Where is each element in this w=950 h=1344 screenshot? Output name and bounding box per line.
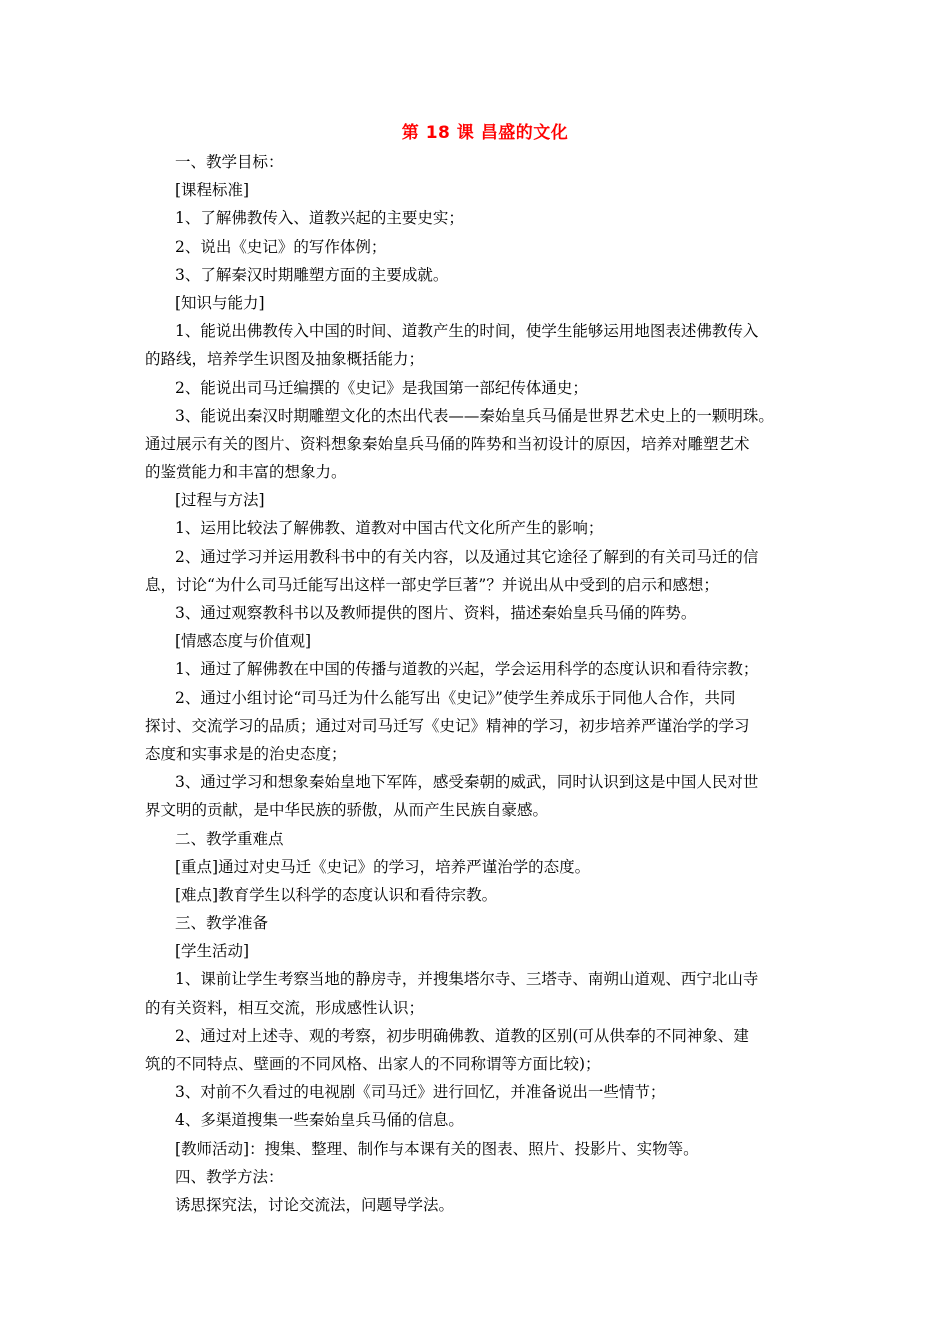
body-line: [学生活动]: [175, 942, 250, 961]
body-line: [课程标准]: [175, 181, 250, 200]
body-line: 一、教学目标：: [175, 153, 284, 171]
body-line: [重点]通过对史马迁《史记》的学习，培养严谨治学的态度。: [175, 857, 591, 876]
body-line: [情感态度与价值观]: [175, 632, 312, 651]
body-line: 二、教学重难点: [175, 829, 284, 848]
body-line: 3、能说出秦汉时期雕塑文化的杰出代表——秦始皇兵马俑是世界艺术史上的一颗明珠。: [175, 406, 774, 425]
body-line: 的路线，培养学生识图及抽象概括能力；: [145, 350, 425, 369]
body-line: 1、课前让学生考察当地的静房寺，并搜集塔尔寺、三塔寺、南朔山道观、西宁北山寺: [175, 970, 759, 989]
body-line: 诱思探究法，讨论交流法，问题导学法。: [175, 1195, 455, 1214]
body-line: 3、了解秦汉时期雕塑方面的主要成就。: [175, 265, 449, 284]
body-line: 2、通过小组讨论“司马迁为什么能写出《史记》”使学生养成乐于同他人合作，共同: [175, 688, 736, 707]
body-line: 3、对前不久看过的电视剧《司马迁》进行回忆，并准备说出一些情节；: [175, 1083, 666, 1102]
body-line: 1、能说出佛教传入中国的时间、道教产生的时间，使学生能够运用地图表述佛教传入: [175, 322, 759, 341]
body-line: 4、多渠道搜集一些秦始皇兵马俑的信息。: [175, 1111, 464, 1130]
body-line: 探讨、交流学习的品质；通过对司马迁写《史记》精神的学习，初步培养严谨治学的学习: [145, 716, 750, 735]
body-line: 1、通过了解佛教在中国的传播与道教的兴起，学会运用科学的态度认识和看待宗教；: [175, 660, 759, 679]
document-title: 第 18 课 昌盛的文化: [401, 123, 569, 143]
body-line: 三、教学准备: [175, 914, 269, 933]
body-line: 界文明的贡献，是中华民族的骄傲，从而产生民族自豪感。: [145, 801, 549, 820]
body-line: 3、通过学习和想象秦始皇地下军阵，感受秦朝的威武，同时认识到这是中国人民对世: [175, 773, 759, 792]
body-line: 的鉴赏能力和丰富的想象力。: [145, 463, 347, 482]
body-line: 息，讨论“为什么司马迁能写出这样一部史学巨著”？并说出从中受到的启示和感想；: [145, 575, 719, 594]
body-line: 3、通过观察教科书以及教师提供的图片、资料，描述秦始皇兵马俑的阵势。: [175, 604, 697, 622]
body-line: 四、教学方法：: [175, 1167, 284, 1186]
body-line: [过程与方法]: [175, 491, 265, 510]
body-line: 筑的不同特点、壁画的不同风格、出家人的不同称谓等方面比较)；: [145, 1055, 601, 1073]
body-line: [教师活动]：搜集、整理、制作与本课有关的图表、照片、投影片、实物等。: [175, 1139, 699, 1158]
body-line: [知识与能力]: [175, 293, 265, 312]
document-body: [145, 148, 825, 1219]
body-line: 态度和实事求是的治史态度；: [145, 744, 347, 763]
body-line: 1、了解佛教传入、道教兴起的主要史实；: [175, 209, 464, 228]
document-page: [145, 118, 825, 1219]
body-line: 通过展示有关的图片、资料想象秦始皇兵马俑的阵势和当初设计的原因，培养对雕塑艺术: [145, 434, 750, 453]
body-line: 的有关资料，相互交流，形成感性认识；: [145, 998, 425, 1017]
body-line: [难点]教育学生以科学的态度认识和看待宗教。: [175, 885, 498, 904]
body-line: 2、通过学习并运用教科书中的有关内容，以及通过其它途径了解到的有关司马迁的信: [175, 547, 759, 566]
body-line: 2、通过对上述寺、观的考察，初步明确佛教、道教的区别(可从供奉的不同神象、建: [175, 1026, 749, 1045]
body-line: 2、能说出司马迁编撰的《史记》是我国第一部纪传体通史；: [175, 378, 588, 397]
body-line: 2、说出《史记》的写作体例；: [175, 237, 387, 256]
body-line: 1、运用比较法了解佛教、道教对中国古代文化所产生的影响；: [175, 519, 604, 538]
